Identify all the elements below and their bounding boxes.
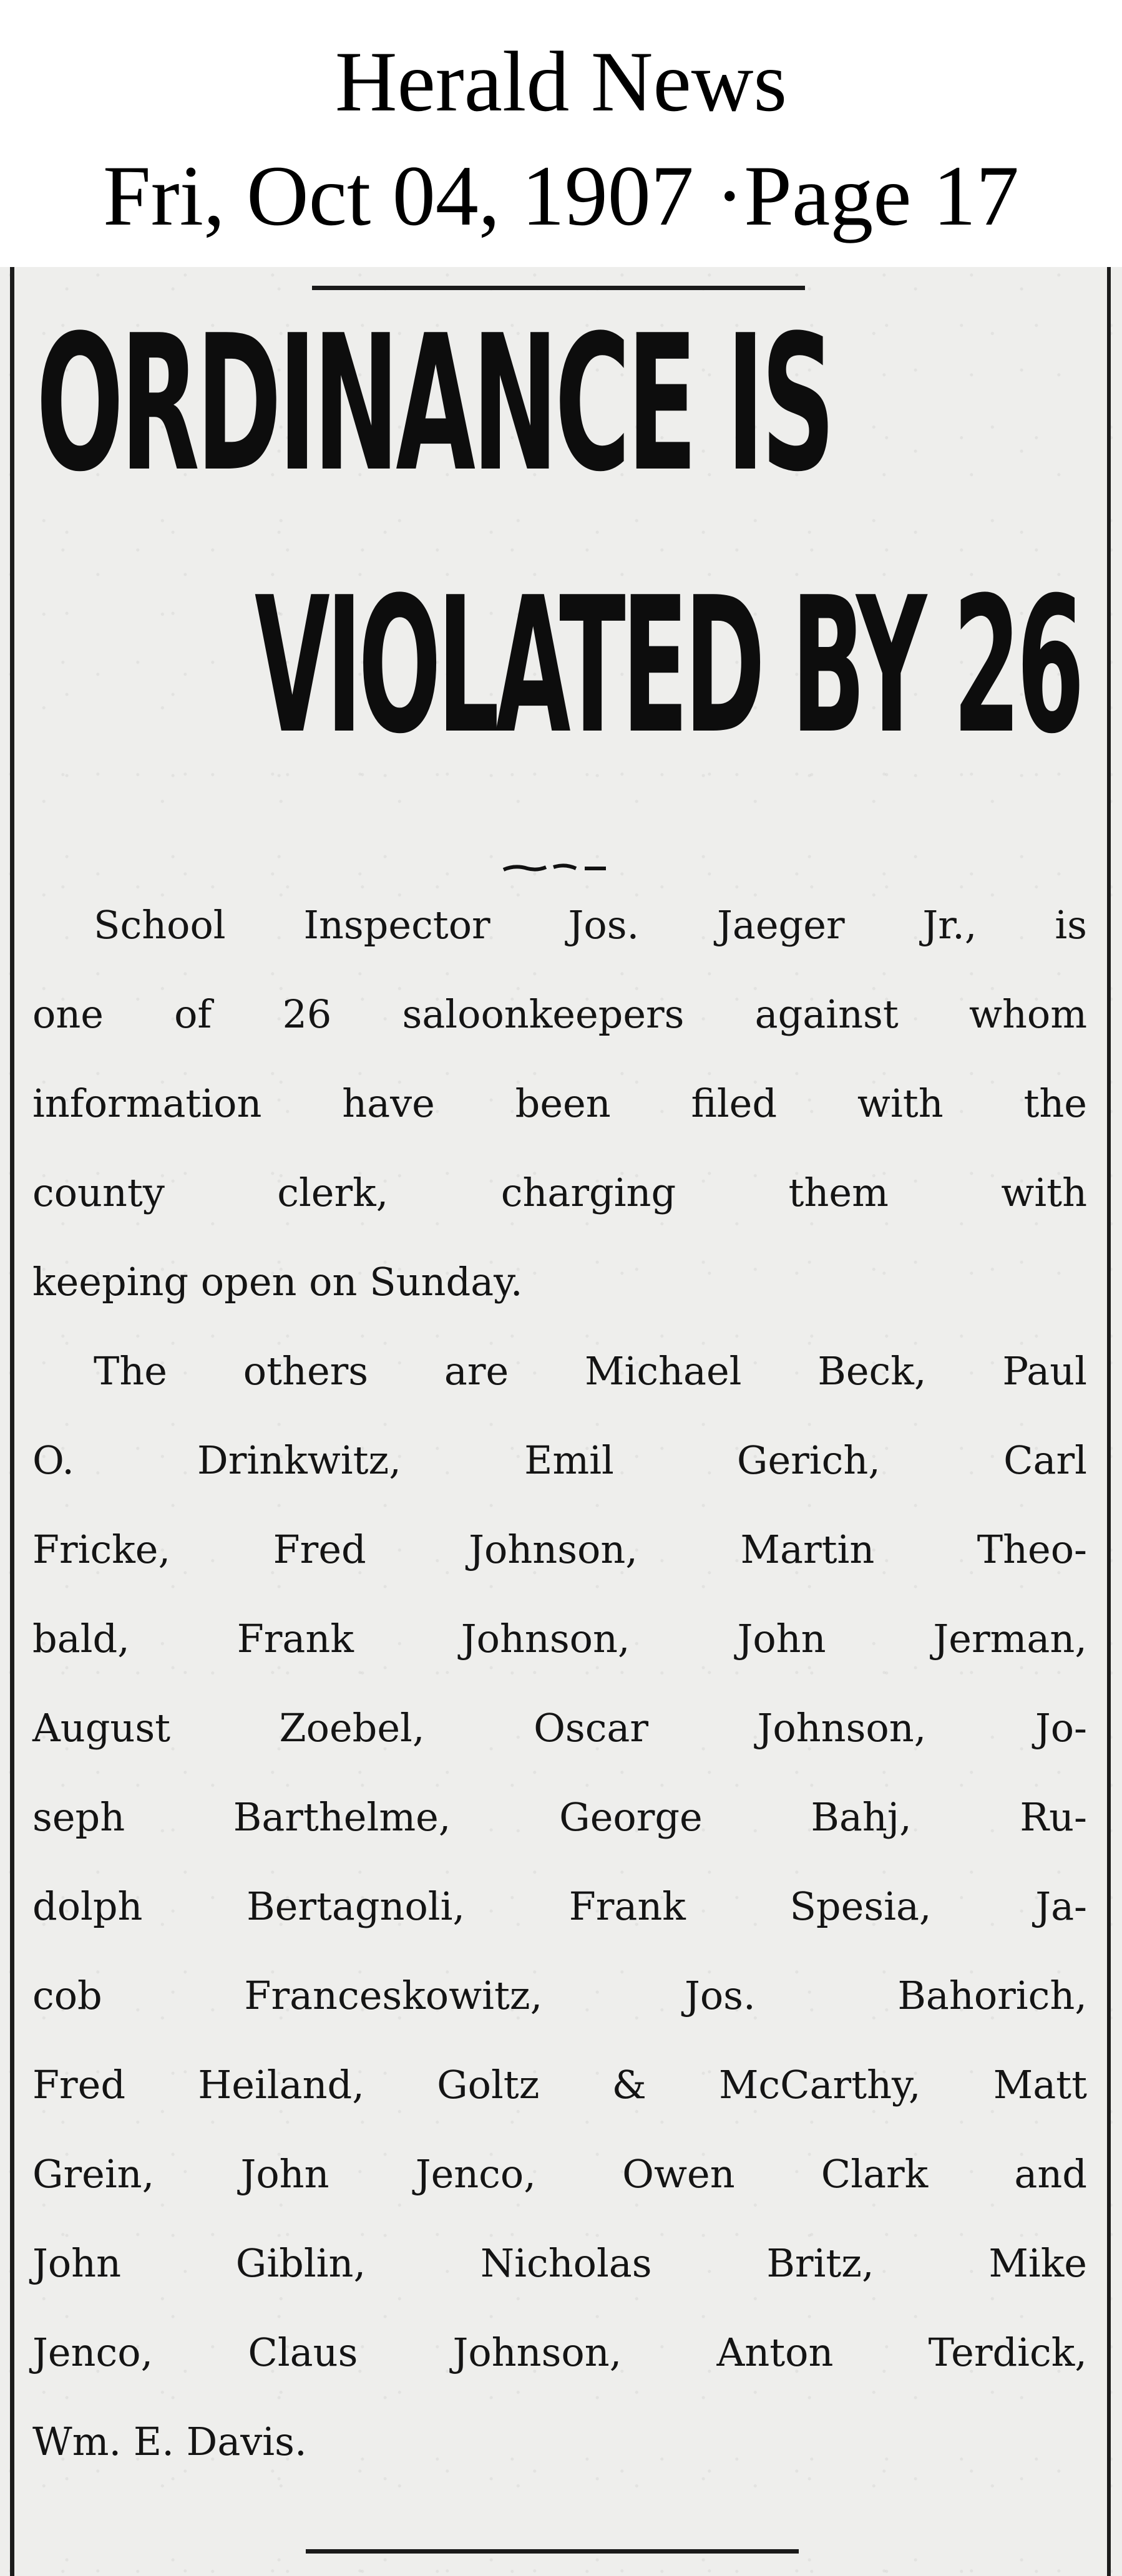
headline-line-1: ORDINANCE IS <box>36 295 832 513</box>
article-line-18: Wm. E. Davis. <box>32 2419 307 2464</box>
article-line-8: Fricke, Fred Johnson, Martin Theo- <box>32 1527 1087 1572</box>
article-line-9: bald, Frank Johnson, John Jerman, <box>32 1616 1087 1661</box>
article-line-2: one of 26 saloonkeepers against whom <box>32 991 1087 1037</box>
section-ornament <box>502 861 608 875</box>
article-line-16: John Giblin, Nicholas Britz, Mike <box>32 2240 1087 2286</box>
article-line-10: August Zoebel, Oscar Johnson, Jo- <box>32 1705 1087 1751</box>
top-rule <box>312 286 805 290</box>
article-line-3: information have been filed with the <box>32 1081 1087 1126</box>
article-line-14: Fred Heiland, Goltz & McCarthy, Matt <box>32 2062 1087 2107</box>
article-line-6: The others are Michael Beck, Paul <box>94 1348 1087 1394</box>
article-line-1: School Inspector Jos. Jaeger Jr., is <box>94 902 1087 948</box>
newspaper-clipping <box>0 267 1122 2576</box>
left-column-rule <box>10 267 14 2576</box>
article-line-11: seph Barthelme, George Bahj, Ru- <box>32 1794 1087 1840</box>
newspaper-name: Herald News <box>334 34 788 129</box>
publication-date-page: Fri, Oct 04, 1907 ·Page 17 <box>102 148 1019 243</box>
article-line-15: Grein, John Jenco, Owen Clark and <box>32 2151 1087 2197</box>
clipping-header <box>0 0 1122 267</box>
article-line-4: county clerk, charging them with <box>32 1170 1087 1215</box>
article-line-12: dolph Bertagnoli, Frank Spesia, Ja- <box>32 1883 1087 1929</box>
article-line-13: cob Franceskowitz, Jos. Bahorich, <box>32 1973 1087 2018</box>
headline-line-2: VIOLATED BY 26 <box>255 557 1081 775</box>
article-line-17: Jenco, Claus Johnson, Anton Terdick, <box>32 2330 1087 2375</box>
article-line-7: O. Drinkwitz, Emil Gerich, Carl <box>32 1437 1087 1483</box>
bottom-rule <box>306 2549 799 2554</box>
right-column-rule <box>1107 267 1111 2576</box>
article-line-5: keeping open on Sunday. <box>32 1259 523 1305</box>
